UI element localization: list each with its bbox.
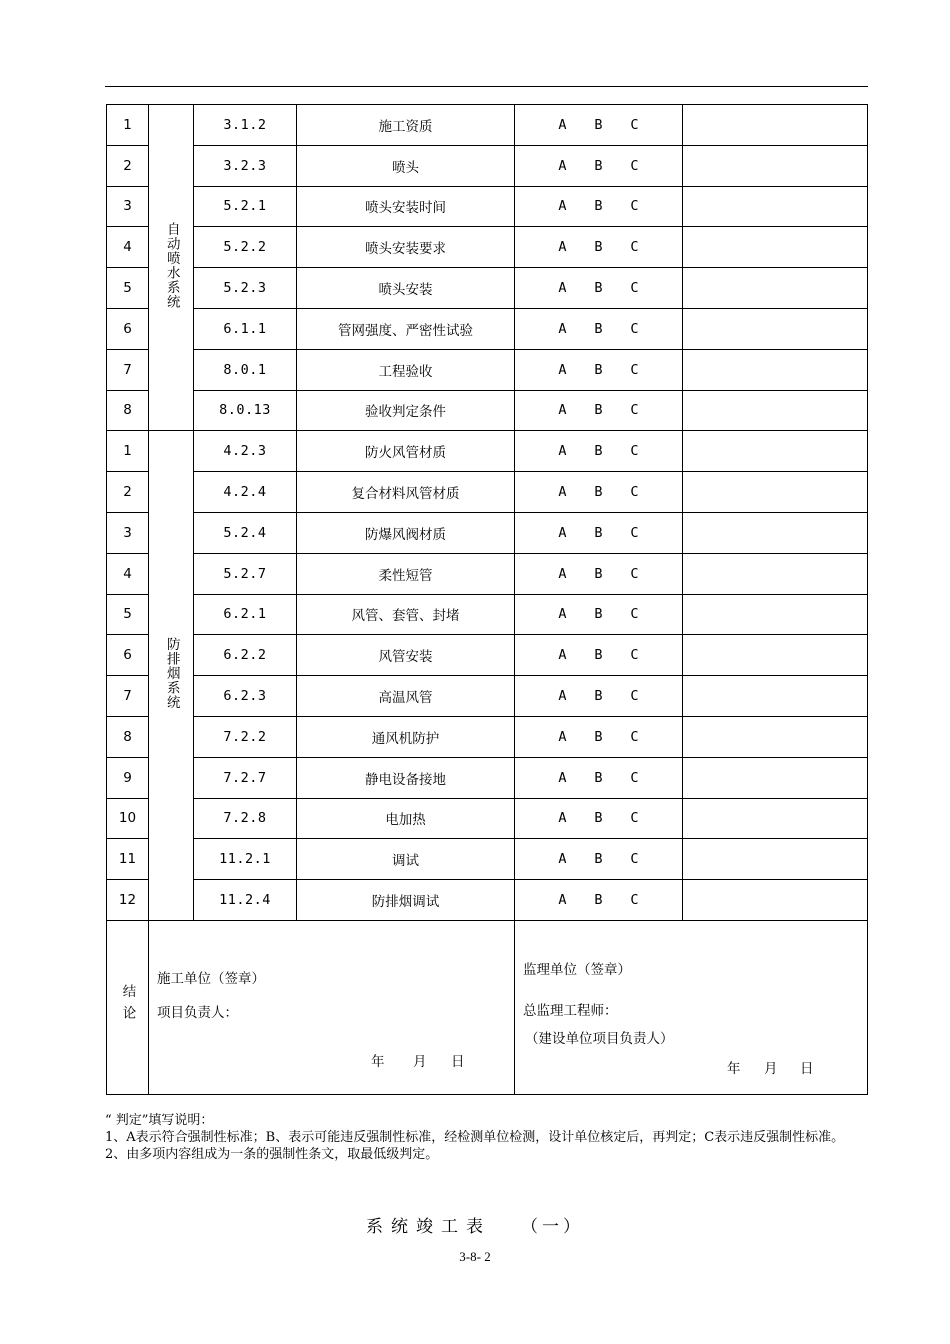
date-year: 年	[727, 1060, 741, 1077]
clause-code: 4.2.3	[194, 431, 297, 472]
date-month: 月	[413, 1053, 427, 1070]
table-row	[107, 390, 868, 431]
table-row	[107, 635, 868, 676]
page-number: 3-8- 2	[459, 1249, 491, 1264]
remark-cell[interactable]	[683, 676, 868, 717]
grade-option[interactable]: A	[558, 443, 567, 460]
grade-option[interactable]: A	[558, 769, 567, 786]
grade-option[interactable]: B	[594, 647, 603, 664]
clause-code: 6.2.2	[194, 635, 297, 676]
clause-code: 11.2.4	[194, 880, 297, 921]
grade-option[interactable]: C	[630, 157, 639, 174]
clause-code: 11.2.1	[194, 839, 297, 880]
remark-cell[interactable]	[683, 268, 868, 309]
clause-item: 工程验收	[297, 349, 515, 390]
grade-option[interactable]: B	[594, 198, 603, 215]
grade-option[interactable]: A	[558, 116, 567, 133]
grade-options[interactable]	[515, 308, 683, 349]
clause-code: 8.0.1	[194, 349, 297, 390]
table-row	[107, 227, 868, 268]
clause-code: 5.2.1	[194, 186, 297, 227]
grade-options[interactable]	[515, 105, 683, 146]
grade-option[interactable]: A	[558, 361, 567, 378]
grade-option[interactable]: C	[630, 361, 639, 378]
remark-cell[interactable]	[683, 553, 868, 594]
clause-item: 防爆风阀材质	[297, 512, 515, 553]
grade-options[interactable]	[515, 594, 683, 635]
date-month: 月	[764, 1060, 778, 1077]
remark-cell[interactable]	[683, 227, 868, 268]
clause-code: 3.2.3	[194, 145, 297, 186]
grade-option[interactable]: A	[558, 484, 567, 501]
grade-option[interactable]: A	[558, 728, 567, 745]
table-row	[107, 308, 868, 349]
remark-cell[interactable]	[683, 472, 868, 513]
row-number: 2	[107, 472, 149, 513]
remark-cell[interactable]	[683, 105, 868, 146]
grade-options[interactable]	[515, 390, 683, 431]
header-rule	[105, 86, 868, 87]
grade-option[interactable]: C	[630, 198, 639, 215]
clause-code: 7.2.8	[194, 798, 297, 839]
grade-option[interactable]: C	[630, 892, 639, 909]
remark-cell[interactable]	[683, 839, 868, 880]
table-row	[107, 553, 868, 594]
row-number: 1	[107, 431, 149, 472]
table-row	[107, 676, 868, 717]
row-number: 8	[107, 716, 149, 757]
grade-option[interactable]: B	[594, 116, 603, 133]
grade-option[interactable]: B	[594, 524, 603, 541]
grade-option[interactable]: B	[594, 320, 603, 337]
grade-option[interactable]: A	[558, 688, 567, 705]
clause-code: 5.2.3	[194, 268, 297, 309]
grade-option[interactable]: C	[630, 239, 639, 256]
notes-heading: “ 判定”填写说明：	[105, 1113, 214, 1128]
row-number: 3	[107, 186, 149, 227]
clause-item: 喷头安装要求	[297, 227, 515, 268]
table-row	[107, 349, 868, 390]
clause-code: 5.2.2	[194, 227, 297, 268]
grade-option[interactable]: C	[630, 728, 639, 745]
remark-cell[interactable]	[683, 186, 868, 227]
clause-item: 高温风管	[297, 676, 515, 717]
grade-option[interactable]: C	[630, 443, 639, 460]
grade-option[interactable]: A	[558, 606, 567, 623]
grade-options[interactable]	[515, 512, 683, 553]
grade-option[interactable]: A	[558, 565, 567, 582]
table-row	[107, 594, 868, 635]
table-row	[107, 431, 868, 472]
row-number: 11	[107, 839, 149, 880]
grade-option[interactable]: A	[558, 280, 567, 297]
grade-option[interactable]: B	[594, 402, 603, 419]
clause-item: 管网强度、严密性试验	[297, 308, 515, 349]
grade-option[interactable]: B	[594, 361, 603, 378]
conclusion-label-cell	[107, 920, 149, 1094]
remark-cell[interactable]	[683, 880, 868, 921]
table-row	[107, 798, 868, 839]
grade-option[interactable]: C	[630, 851, 639, 868]
remark-cell[interactable]	[683, 757, 868, 798]
system-name: 自动喷水系统	[163, 222, 180, 310]
clause-code: 4.2.4	[194, 472, 297, 513]
construction-unit-sign-box[interactable]	[149, 920, 515, 1094]
clause-item: 调试	[297, 839, 515, 880]
remark-cell[interactable]	[683, 390, 868, 431]
remark-cell[interactable]	[683, 512, 868, 553]
clause-item: 电加热	[297, 798, 515, 839]
conclusion-label: 结论	[119, 983, 136, 1027]
clause-item: 风管安装	[297, 635, 515, 676]
grade-options[interactable]	[515, 186, 683, 227]
grade-option[interactable]: A	[558, 851, 567, 868]
clause-code: 5.2.4	[194, 512, 297, 553]
row-number: 4	[107, 553, 149, 594]
grade-option[interactable]: B	[594, 892, 603, 909]
clause-item: 风管、套管、封堵	[297, 594, 515, 635]
grade-options[interactable]	[515, 676, 683, 717]
grade-option[interactable]: C	[630, 810, 639, 827]
row-number: 3	[107, 512, 149, 553]
clause-code: 6.2.1	[194, 594, 297, 635]
remark-cell[interactable]	[683, 145, 868, 186]
remark-cell[interactable]	[683, 716, 868, 757]
grade-options[interactable]	[515, 268, 683, 309]
grade-option[interactable]: A	[558, 524, 567, 541]
grade-option[interactable]: C	[630, 769, 639, 786]
clause-code: 8.0.13	[194, 390, 297, 431]
supervision-unit-sign-box[interactable]	[515, 920, 868, 1094]
grade-option[interactable]: A	[558, 892, 567, 909]
date-year: 年	[371, 1053, 385, 1070]
grade-options[interactable]	[515, 880, 683, 921]
notes	[105, 1112, 869, 1163]
clause-item: 通风机防护	[297, 716, 515, 757]
row-number: 1	[107, 105, 149, 146]
grade-options[interactable]	[515, 839, 683, 880]
grade-option[interactable]: C	[630, 606, 639, 623]
clause-item: 防火风管材质	[297, 431, 515, 472]
grade-option[interactable]: B	[594, 851, 603, 868]
clause-code: 6.1.1	[194, 308, 297, 349]
grade-option[interactable]: B	[594, 239, 603, 256]
grade-option[interactable]: A	[558, 810, 567, 827]
grade-option[interactable]: B	[594, 769, 603, 786]
date-day: 日	[800, 1060, 814, 1077]
grade-option[interactable]: C	[630, 402, 639, 419]
table-row	[107, 472, 868, 513]
row-number: 6	[107, 635, 149, 676]
clause-code: 7.2.2	[194, 716, 297, 757]
clause-item: 验收判定条件	[297, 390, 515, 431]
grade-option[interactable]: B	[594, 810, 603, 827]
row-number: 7	[107, 349, 149, 390]
clause-item: 防排烟调试	[297, 880, 515, 921]
grade-option[interactable]: A	[558, 402, 567, 419]
grade-option[interactable]: C	[630, 484, 639, 501]
clause-code: 3.1.2	[194, 105, 297, 146]
grade-option[interactable]: A	[558, 320, 567, 337]
row-number: 8	[107, 390, 149, 431]
row-number: 10	[107, 798, 149, 839]
acceptance-table	[106, 104, 868, 1095]
grade-options[interactable]	[515, 145, 683, 186]
project-manager-label: 项目负责人：	[157, 1004, 238, 1021]
table-row	[107, 757, 868, 798]
row-number: 9	[107, 757, 149, 798]
grade-option[interactable]: C	[630, 688, 639, 705]
grade-option[interactable]: B	[594, 728, 603, 745]
table-row	[107, 186, 868, 227]
title-text: 系统竣工表	[366, 1217, 491, 1237]
conclusion-row	[107, 920, 868, 1094]
table-row	[107, 839, 868, 880]
notes-line-2: 2、由多项内容组成为一条的强制性条文，取最低级判定。	[105, 1147, 439, 1162]
table-row	[107, 716, 868, 757]
grade-option[interactable]: C	[630, 647, 639, 664]
grade-option[interactable]: C	[630, 116, 639, 133]
row-number: 2	[107, 145, 149, 186]
grade-options[interactable]	[515, 798, 683, 839]
grade-options[interactable]	[515, 757, 683, 798]
grade-option[interactable]: A	[558, 239, 567, 256]
remark-cell[interactable]	[683, 635, 868, 676]
grade-option[interactable]: A	[558, 157, 567, 174]
clause-item: 复合材料风管材质	[297, 472, 515, 513]
row-number: 5	[107, 594, 149, 635]
table-row	[107, 145, 868, 186]
grade-options[interactable]	[515, 472, 683, 513]
table-row	[107, 268, 868, 309]
row-number: 6	[107, 308, 149, 349]
system-name-cell	[149, 105, 194, 431]
remark-cell[interactable]	[683, 308, 868, 349]
grade-options[interactable]	[515, 431, 683, 472]
date-day: 日	[451, 1053, 465, 1070]
row-number: 12	[107, 880, 149, 921]
clause-item: 喷头安装时间	[297, 186, 515, 227]
clause-code: 5.2.7	[194, 553, 297, 594]
remark-cell[interactable]	[683, 349, 868, 390]
grade-option[interactable]: C	[630, 565, 639, 582]
document-title	[0, 1212, 950, 1237]
grade-option[interactable]: C	[630, 280, 639, 297]
grade-options[interactable]	[515, 553, 683, 594]
grade-option[interactable]: A	[558, 647, 567, 664]
remark-cell[interactable]	[683, 431, 868, 472]
title-sub: （一）	[521, 1217, 584, 1237]
clause-item: 喷头	[297, 145, 515, 186]
grade-options[interactable]	[515, 227, 683, 268]
clause-item: 喷头安装	[297, 268, 515, 309]
supervision-unit-label: 监理单位（签章）	[523, 961, 631, 978]
grade-options[interactable]	[515, 635, 683, 676]
system-name-cell	[149, 431, 194, 921]
system-name: 防排烟系统	[163, 637, 180, 710]
table-row	[107, 512, 868, 553]
table-row	[107, 105, 868, 146]
notes-line-1: 1、A表示符合强制性标准；B、表示可能违反强制性标准，经检测单位检测，设计单位核定后，再判定；C表示违反强制性标准。	[105, 1130, 845, 1145]
remark-cell[interactable]	[683, 798, 868, 839]
grade-options[interactable]	[515, 349, 683, 390]
grade-option[interactable]: A	[558, 198, 567, 215]
grade-option[interactable]: B	[594, 157, 603, 174]
chief-supervisor-label: 总监理工程师：	[523, 1002, 618, 1019]
row-number: 5	[107, 268, 149, 309]
grade-option[interactable]: B	[594, 443, 603, 460]
grade-options[interactable]	[515, 716, 683, 757]
clause-code: 6.2.3	[194, 676, 297, 717]
row-number: 4	[107, 227, 149, 268]
remark-cell[interactable]	[683, 594, 868, 635]
clause-code: 7.2.7	[194, 757, 297, 798]
grade-option[interactable]: C	[630, 320, 639, 337]
owner-project-manager-label: （建设单位项目负责人）	[525, 1030, 674, 1047]
clause-item: 静电设备接地	[297, 757, 515, 798]
grade-option[interactable]: B	[594, 484, 603, 501]
grade-option[interactable]: B	[594, 565, 603, 582]
construction-unit-label: 施工单位（签章）	[157, 970, 265, 987]
grade-option[interactable]: C	[630, 524, 639, 541]
row-number: 7	[107, 676, 149, 717]
grade-option[interactable]: B	[594, 280, 603, 297]
grade-option[interactable]: B	[594, 606, 603, 623]
clause-item: 柔性短管	[297, 553, 515, 594]
table-row	[107, 880, 868, 921]
clause-item: 施工资质	[297, 105, 515, 146]
grade-option[interactable]: B	[594, 688, 603, 705]
